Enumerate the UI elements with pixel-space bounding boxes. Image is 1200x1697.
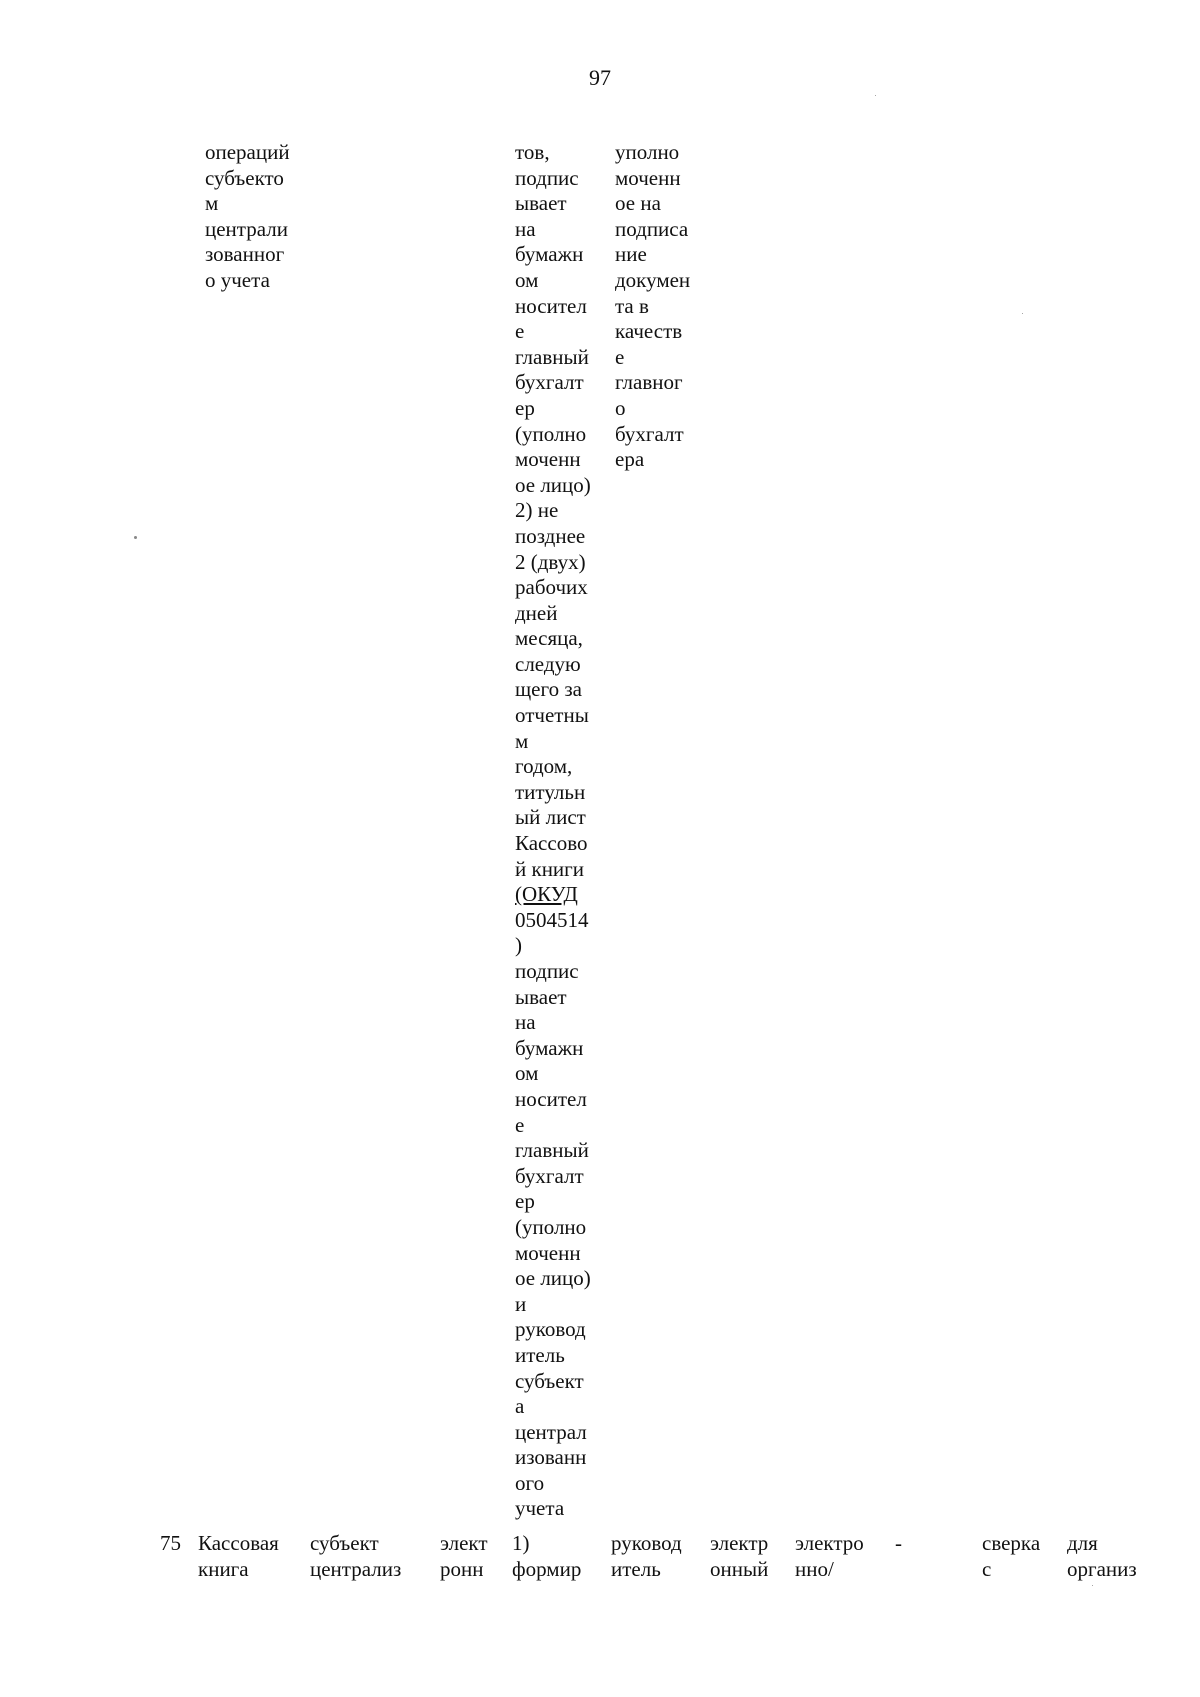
text-line: и (515, 1291, 527, 1316)
text-line: 2 (двух) (515, 549, 586, 574)
text-line: ом (515, 267, 539, 292)
text-line: итель (515, 1342, 565, 1367)
text-line: операций (205, 140, 290, 164)
text-line: ого (515, 1470, 545, 1495)
text-line: м (205, 191, 219, 216)
text-line: ый лист (515, 805, 586, 830)
text-line: е (615, 344, 625, 369)
text-line: бухгалт (515, 1163, 584, 1188)
text-line: субъект (310, 1531, 379, 1555)
text-line: главный (515, 1138, 589, 1163)
text-line: 0504514 (515, 907, 589, 932)
text-line: а (515, 1394, 525, 1419)
scan-speck (875, 95, 876, 96)
text-line: позднее (515, 523, 586, 548)
text-line: ывает (515, 191, 567, 216)
text-line: (уполно (515, 421, 587, 446)
text-line: рабочих (515, 575, 588, 600)
text-line: итель (611, 1556, 661, 1581)
text-line: та в (615, 293, 649, 318)
row-75-verification (982, 1531, 1040, 1582)
text-line: изованн (515, 1445, 587, 1470)
row-75-subject (310, 1531, 401, 1582)
text-line: м (515, 728, 529, 753)
text-line: (уполно (515, 1214, 587, 1239)
text-line: централиз (310, 1556, 402, 1581)
scan-speck (1022, 313, 1023, 314)
text-line: о (615, 395, 626, 420)
row-75-format (710, 1531, 768, 1582)
text-line: 1) (512, 1531, 530, 1555)
text-line: докумен (615, 267, 691, 292)
scan-speck (1092, 1585, 1093, 1586)
scan-speck (134, 536, 137, 539)
text-line: ое на (615, 191, 661, 216)
text-line: бухгалт (515, 370, 584, 395)
text-line: организ (1067, 1556, 1137, 1581)
text-line: ер (515, 395, 535, 420)
row-75-document-name (198, 1531, 279, 1582)
text-line: ое лицо) (515, 472, 591, 497)
text-line: нно/ (795, 1556, 834, 1581)
text-line: носител (515, 293, 587, 318)
text-line: элект (440, 1531, 488, 1555)
text-line: й книги (515, 856, 585, 881)
text-line: ние (615, 242, 647, 267)
page-number: 97 (589, 65, 611, 90)
text-line: дней (515, 600, 558, 625)
text-line: 2) не (515, 498, 559, 523)
text-line: тов, (515, 140, 550, 164)
text-line: сверка (982, 1531, 1041, 1555)
text-line: зованног (205, 242, 285, 267)
text-line: руковод (515, 1317, 586, 1342)
text-line: учета (515, 1496, 565, 1521)
text-line: подпис (515, 959, 579, 983)
text-line: подписа (615, 216, 689, 241)
text-line: ера (615, 447, 645, 472)
text-line: бумажн (515, 1035, 584, 1060)
col-subject-text (205, 140, 290, 294)
text-line: книга (198, 1556, 249, 1581)
text-line: качеств (615, 319, 683, 344)
text-line: главный (515, 344, 589, 369)
text-line: - (895, 1531, 902, 1555)
text-line: е (515, 319, 525, 344)
text-line: централи (205, 216, 288, 241)
row-75-dash (895, 1531, 902, 1557)
text-line: для (1067, 1531, 1098, 1555)
text-line: электр (710, 1531, 769, 1555)
text-line: моченн (515, 1240, 581, 1265)
text-line: моченн (615, 165, 681, 190)
row-75-transfer (795, 1531, 864, 1582)
text-line: Кассовая (198, 1531, 279, 1555)
text-line: Кассово (515, 831, 588, 856)
text-line: ое лицо) (515, 1266, 591, 1291)
text-line: носител (515, 1086, 587, 1111)
text-line: электро (795, 1531, 864, 1555)
text-line: с (982, 1556, 992, 1581)
row-75-form (440, 1531, 488, 1582)
text-line: ом (515, 1061, 539, 1086)
text-line: ывает (515, 984, 567, 1009)
text-line: месяца, (515, 626, 583, 651)
text-line: следую (515, 651, 581, 676)
text-line: онный (710, 1556, 769, 1581)
text-line: титульн (515, 779, 586, 804)
text-line: ) (515, 933, 522, 958)
text-line: подпис (515, 165, 579, 190)
text-line: е (515, 1112, 525, 1137)
text-line: на (515, 1010, 536, 1035)
row-75-purpose (1067, 1531, 1137, 1582)
text-line: субъект (515, 1368, 584, 1393)
text-line: на (515, 216, 536, 241)
row-75-number: 75 (160, 1531, 181, 1555)
row-75-responsible (611, 1531, 682, 1582)
text-line: бухгалт (615, 421, 684, 446)
text-line: руковод (611, 1531, 682, 1555)
text-line: централ (515, 1419, 587, 1444)
text-line: отчетны (515, 703, 589, 728)
col-procedure-text (515, 140, 591, 1522)
text-line: щего за (515, 677, 582, 702)
text-line: бумажн (515, 242, 584, 267)
text-line: главног (615, 370, 683, 395)
text-line: о учета (205, 267, 270, 292)
row-75-procedure (512, 1531, 581, 1582)
text-line: субъекто (205, 165, 284, 190)
col-signer-text (615, 140, 690, 473)
text-line: моченн (515, 447, 581, 472)
text-line: формир (512, 1556, 582, 1581)
text-line: ронн (440, 1556, 484, 1581)
text-line: годом, (515, 754, 573, 779)
okud-link-text: (ОКУД (515, 882, 578, 907)
text-line: ер (515, 1189, 535, 1214)
text-line: уполно (615, 140, 680, 164)
